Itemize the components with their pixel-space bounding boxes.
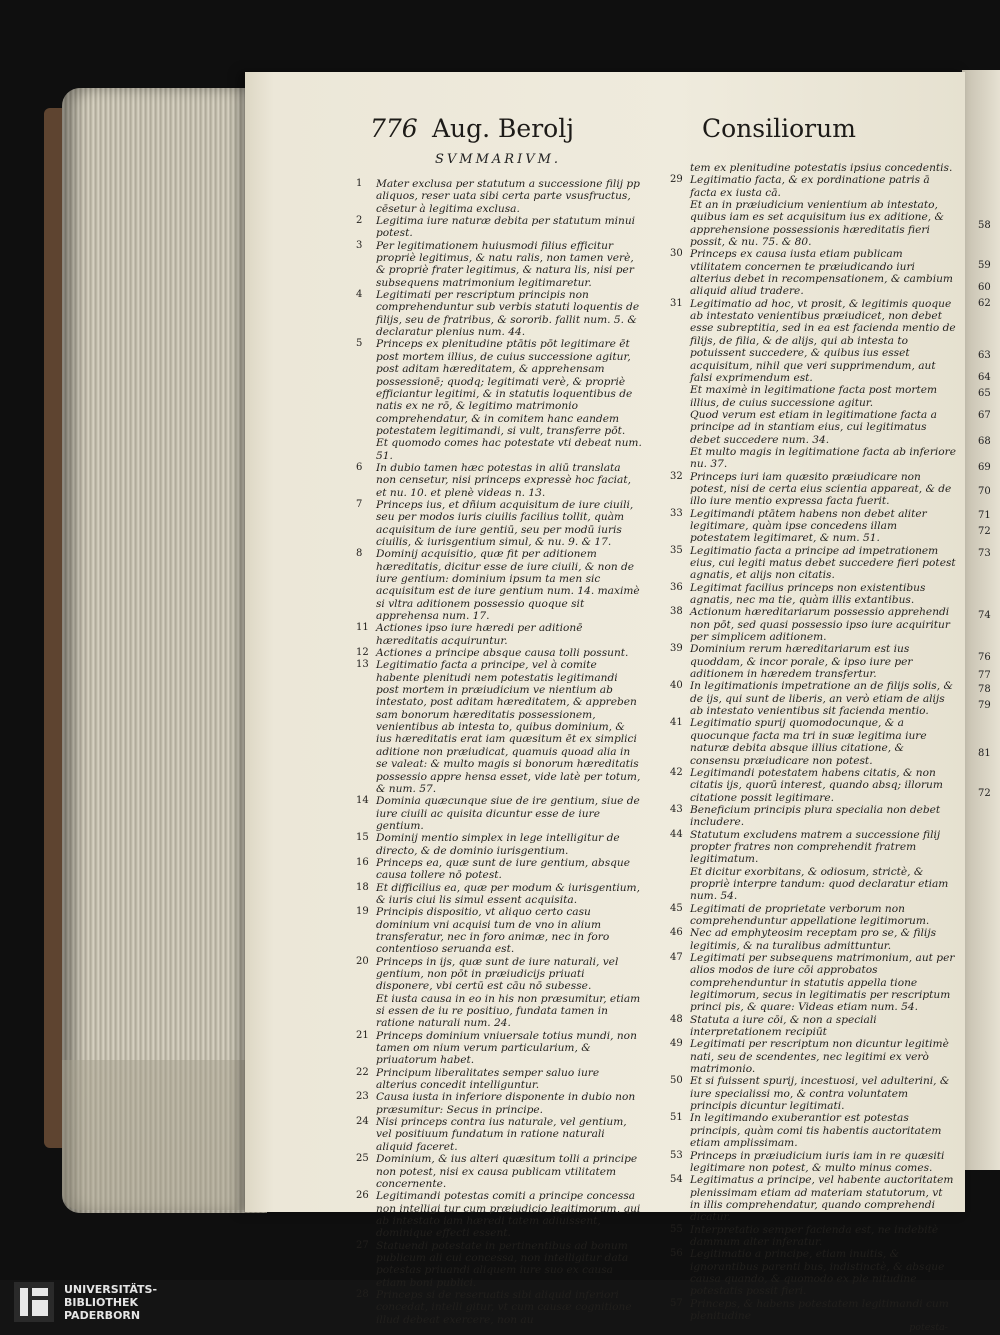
summary-entry bbox=[670, 804, 956, 829]
entry-text: Princeps si de reseruatis sibi aliquid inferiori concedat, intelli gitur, vt cum causæ cognitione illud debeat exercere, non au bbox=[376, 1288, 632, 1326]
entry-number: 13 bbox=[356, 659, 369, 671]
running-head-title: Consiliorum bbox=[702, 114, 856, 143]
entry-text: Dominium, & ius alteri quæsitum tolli a principe non potest, nisi ex causa publicam vtilitatem concernente. bbox=[376, 1153, 638, 1190]
entry-text: Actionum hæreditariarum possessio apprehendi non pōt, sed quasi possessio ipso iure acquiritur per simplicem aditionem. bbox=[690, 606, 950, 644]
entry-number: 57 bbox=[670, 1297, 683, 1309]
entry-text: Statutum excludens matrem a successione filij propter fratres non comprehendit fratrem legitimatum. bbox=[690, 828, 941, 866]
entry-number: 33 bbox=[670, 507, 683, 519]
entry-number: 50 bbox=[670, 1075, 683, 1087]
entry-number: 26 bbox=[356, 1190, 369, 1202]
summary-entry bbox=[356, 1030, 642, 1067]
entry-number: 30 bbox=[670, 248, 683, 260]
running-head-author: Aug. Berolj bbox=[432, 114, 574, 143]
entry-text: Et dicitur exorbitans, & odiosum, strictè, & propriè interpre tandum: quod declaratur etiam num. 54. bbox=[690, 865, 949, 903]
entry-number: 43 bbox=[670, 803, 683, 815]
entry-number: 4 bbox=[356, 289, 363, 301]
entry-text: Legitima iure naturæ debita per statutum minui potest. bbox=[376, 215, 636, 240]
summary-entry bbox=[670, 1112, 956, 1149]
entry-number: 31 bbox=[670, 297, 683, 309]
entry-number: 56 bbox=[670, 1248, 683, 1260]
entry-number: 1 bbox=[356, 178, 363, 189]
summary-entry bbox=[670, 1075, 956, 1112]
summary-entry bbox=[670, 643, 956, 680]
entry-number: 51 bbox=[670, 1112, 683, 1124]
entry-text: Legitimati de proprietate verborum non comprehenduntur appellatione legitimorum. bbox=[690, 902, 930, 927]
entry-number: 8 bbox=[356, 548, 363, 560]
facing-page-number: 59 bbox=[978, 260, 991, 271]
facing-page-number: 62 bbox=[978, 298, 991, 309]
entry-number: 35 bbox=[670, 544, 683, 556]
entry-text: Legitimatio spurij quomodocunque, & a quocunque facta ma tri in suæ legitima iure naturæ debita absque illius citatione, & consensu præiudicare non potest. bbox=[690, 717, 927, 767]
facing-page-number: 63 bbox=[978, 350, 991, 361]
entry-text: Legitimati per rescriptum non dicuntur legitimè nati, seu de scendentes, nec legitimi ex verò matrimonio. bbox=[690, 1038, 949, 1076]
library-name-line1: UNIVERSITÄTS- bbox=[64, 1283, 158, 1296]
entry-text: Mater exclusa per statutum a successione filij pp aliquos, reser uata sibi certa parte vsusfructus, cēsetur à legitima exclusa. bbox=[376, 178, 640, 215]
summary-entry bbox=[670, 545, 956, 582]
facing-page-number: 77 bbox=[978, 670, 991, 681]
entry-text: Princeps ex plenitudine ptātis pōt legitimare ēt post mortem illius, de cuius successione agitur, post aditam hæreditatem, & apprehensam possessionē; quodq; legitimati verè, & propriè efficiantur legitimi, & in statutis loquentibus de natis ex ne rō, & legitimo matrimonio comprehendatur, & in comitem hanc eandem potestatem legitimandi, si vult, transferre pōt. bbox=[376, 338, 633, 437]
entry-text: Princeps dominium vniuersale totius mundi, non tamen om nium verum particularium, & priuatorum habet. bbox=[376, 1029, 637, 1067]
entry-text: In legitimando exuberantior est potestas principis, quàm comi tis habentis auctoritatem etiam amplissimam. bbox=[690, 1112, 942, 1150]
entry-number: 27 bbox=[356, 1239, 369, 1251]
summary-left-column bbox=[356, 178, 642, 1326]
summary-entry bbox=[670, 162, 956, 174]
entry-number: 15 bbox=[356, 832, 369, 844]
facing-page-number: 72 bbox=[978, 788, 991, 799]
book-fore-edge bbox=[62, 88, 267, 1213]
summary-entry bbox=[356, 1289, 642, 1326]
entry-number: 18 bbox=[356, 881, 369, 893]
entry-number: 54 bbox=[670, 1174, 683, 1186]
entry-number: 41 bbox=[670, 717, 683, 729]
entry-text: Interpretatio semper facienda est, ne indebitè dammum alter inferatur. bbox=[690, 1223, 939, 1248]
summary-right-column bbox=[670, 162, 956, 1335]
entry-text: Legitimati per rescriptum principis non comprehenduntur sub verbis statuti loquentis de filijs, seu de fratribus, & sororib. fallit num. 5. & declaratur plenius num. 44. bbox=[376, 289, 640, 339]
summary-entry bbox=[356, 1153, 642, 1190]
entry-text: Legitimandi potestatem habens citatis, & non citatis ijs, quorū interest, quando absq; illorum citatione possit legitimare. bbox=[690, 766, 943, 804]
facing-page-number: 71 bbox=[978, 510, 991, 521]
summary-entry bbox=[356, 1116, 642, 1153]
entry-text: Beneficium principis plura specialia non debet includere. bbox=[690, 803, 941, 829]
entry-number: 49 bbox=[670, 1038, 683, 1050]
entry-text: Legitimatio facta, & ex pordinatione patris ā facta ex iusta cā. bbox=[690, 174, 930, 199]
entry-text: Nec ad emphyteosim receptam pro se, & filijs legitimis, & na turalibus admittuntur. bbox=[690, 927, 937, 952]
entry-text: Legitimatio facta a principe ad impetrationem eius, cui legiti matus debet succedere fieri potest agnatis, et alijs non citatis. bbox=[690, 544, 956, 582]
facing-page-number: 81 bbox=[978, 748, 991, 759]
entry-text: Princeps, & habens potestatem legitimandi cum plenitudine bbox=[690, 1297, 949, 1322]
summary-entry bbox=[356, 857, 642, 882]
entry-number: 44 bbox=[670, 828, 683, 840]
summary-entry bbox=[670, 409, 956, 446]
entry-text: Causa iusta in inferiore disponente in dubio non præsumitur: Secus in principe. bbox=[376, 1091, 636, 1116]
summary-entry bbox=[670, 446, 956, 471]
entry-number: 7 bbox=[356, 498, 363, 510]
entry-number: 38 bbox=[670, 606, 683, 618]
facing-page-number: 74 bbox=[978, 610, 991, 621]
entry-text: Legitimatio a principe, etiam inuitis, & ignorantibus parenti bus, indistinctè, & absque causa quando, & quomodo ex ple nitudine potestatis possit fieri. bbox=[690, 1248, 945, 1298]
entry-text: Et an in præiudicium venientium ab intestato, quibus iam es set acquisitum ius ex aditione, & apprehensione possessionis hæreditatis fieri possit, & nu. 75. & 80. bbox=[690, 199, 944, 249]
summary-entry bbox=[670, 927, 956, 952]
entry-text: In dubio tamen hæc potestas in aliū translata non censetur, nisi princeps expressè hoc faciat, et nu. 10. et plenè videas n. 13. bbox=[376, 461, 631, 499]
catchword: potesta- bbox=[909, 1322, 948, 1334]
entry-text: Principis dispositio, vt aliquo certo casu dominium vni acquisi tum de vno in alium transferatur, nec in foro animæ, nec in foro contentioso seruanda est. bbox=[376, 906, 610, 956]
entry-text: Et si fuissent spurij, incestuosi, vel adulterini, & iure specialissi mo, & contra voluntatem principis dicuntur legitimati. bbox=[690, 1075, 950, 1113]
entry-number: 53 bbox=[670, 1149, 683, 1161]
entry-text: Et quomodo comes hac potestate vti debeat num. 51. bbox=[376, 437, 642, 462]
entry-text: Nisi princeps contra ius naturale, vel gentium, vel positiuum fundatum in ratione naturali aliquid faceret. bbox=[376, 1116, 627, 1153]
facing-page-number: 69 bbox=[978, 462, 991, 473]
summary-entry bbox=[670, 903, 956, 928]
summary-entry bbox=[670, 606, 956, 643]
summary-entry bbox=[670, 384, 956, 409]
entry-text: Legitimatio facta a principe, vel à comite habente plenitudi nem potestatis legitimandi post mortem in præiudicium ve nientium ab intestato, post aditam hæreditatem, & appreben sam bonorum hæreditatis possessionem, venientibus ab intesta to, quibus dominium, & ius hæreditatis erat iam quæsitum ēt ex simplici aditione non præiudicat, quamuis quoad alia in se valeat: & multo magis si bonorum hæreditatis possessio appre hensa esset, vide latè per totum, & num. 57. bbox=[376, 659, 641, 795]
entry-text: Legitimandi potestas comiti a principe concessa non intelligi tur cum præiudicio legitimorum, qui ab intestato iam hæredi tatem adiuissent, dominique effecti essent. bbox=[376, 1190, 641, 1240]
entry-text: Princeps ius, et dñium acquisitum de iure ciuili, seu per modos iuris ciuilis facilius tollit, quàm acquisitum de iure gentiū, seu per modū iuris ciuilis, & iurisgentium simul, & nu. 9. & 17. bbox=[376, 498, 634, 548]
facing-page-number: 68 bbox=[978, 436, 991, 447]
entry-text: Princeps in præiudicium iuris iam in re quæsiti legitimare non potest, & multo minus comes. bbox=[690, 1149, 945, 1174]
entry-number: 45 bbox=[670, 902, 683, 914]
summary-entry bbox=[670, 1038, 956, 1075]
summary-entry bbox=[356, 338, 642, 437]
entry-number: 47 bbox=[670, 952, 683, 963]
facing-page-number: 79 bbox=[978, 700, 991, 711]
entry-text: Princeps iuri iam quæsito præiudicare non potest, nisi de certa eius scientia appareat, & de illo iure mentio expressa facta fuerit. bbox=[690, 470, 952, 508]
summary-entry bbox=[356, 289, 642, 338]
summary-entry bbox=[356, 956, 642, 993]
summary-entry bbox=[356, 659, 642, 795]
entry-text: Et iusta causa in eo in his non præsumitur, etiam si essen de iu re positiuo, fundata tamen in ratione naturali num. 24. bbox=[376, 992, 641, 1030]
entry-text: Per legitimationem huiusmodi filius efficitur propriè legitimus, & natu ralis, non tamen verè, & propriè frater legitimus, & natura lis, nisi per subsequens matrimonium legitimaretur. bbox=[376, 239, 634, 289]
entry-number: 2 bbox=[356, 215, 363, 227]
entry-text: Statuta a iure cōi, & non a speciali interpretationem recipiūt bbox=[690, 1013, 877, 1039]
summary-entry bbox=[670, 680, 956, 717]
entry-number: 55 bbox=[670, 1223, 683, 1235]
entry-text: Legitimandi ptātem habens non debet aliter legitimare, quàm ipse concedens illam potestatem legitimaret, & num. 51. bbox=[690, 507, 927, 545]
summary-entry bbox=[356, 1067, 642, 1092]
entry-text: Princeps in ijs, quæ sunt de iure naturali, vel gentium, non pōt in præiudicijs priuati disponere, vbi certū est cāu nō subesse. bbox=[376, 955, 619, 993]
summary-entry bbox=[670, 717, 956, 766]
summary-entry bbox=[356, 1190, 642, 1239]
entry-number: 14 bbox=[356, 795, 369, 807]
summary-title: SVMMARIVM. bbox=[435, 152, 562, 167]
summary-entry bbox=[356, 1240, 642, 1289]
entry-text: tem ex plenitudine potestatis ipsius concedentis. bbox=[690, 162, 953, 174]
summary-entry bbox=[356, 215, 642, 240]
facing-page-number: 73 bbox=[978, 548, 991, 559]
summary-entry bbox=[670, 298, 956, 384]
facing-page-number: 65 bbox=[978, 388, 991, 399]
entry-number: 6 bbox=[356, 461, 363, 473]
library-name-line2: BIBLIOTHEK bbox=[64, 1296, 139, 1309]
summary-entry bbox=[670, 1248, 956, 1297]
entry-text: Quod verum est etiam in legitimatione facta a principe ad in stantiam eius, cui legitimatus debet succedere num. 34. bbox=[690, 408, 937, 446]
summary-entry bbox=[356, 795, 642, 832]
summary-entry bbox=[356, 993, 642, 1030]
summary-entry bbox=[670, 174, 956, 199]
entry-text: Legitimatio ad hoc, vt prosit, & legitimis quoque ab intestato venientibus præiudicet, non debet esse subreptitia, sed in ea est facienda mentio de filijs, de filia, & de alijs, qui ab intesta to potuissent succedere, & quibus ius esset acquisitum, nihil que veri supprimendum, aut falsi exprimendum est. bbox=[690, 297, 956, 384]
facing-page-number: 72 bbox=[978, 526, 991, 537]
entry-text: In legitimationis impetratione an de filijs solis, & de ijs, qui sunt de liberis, an verò etiam de alijs ab intestato venientibus sit facienda mentio. bbox=[690, 680, 953, 718]
summary-entry bbox=[356, 906, 642, 955]
page-number: 776 bbox=[370, 114, 418, 143]
entry-number: 22 bbox=[356, 1066, 369, 1078]
entry-number: 29 bbox=[670, 174, 683, 186]
fore-edge-shadow bbox=[62, 1060, 267, 1210]
entry-text: Legitimati per subsequens matrimonium, aut per alios modos de iure cōi approbatos comprehenduntur in statutis appella tione legitimorum, secus in legitimatis per rescriptum princi pis, & quare: Videas etiam num. 54. bbox=[690, 952, 955, 1014]
summary-entry bbox=[670, 1298, 956, 1323]
summary-entry bbox=[670, 248, 956, 297]
entry-number: 3 bbox=[356, 239, 363, 251]
entry-number: 5 bbox=[356, 338, 363, 350]
summary-entry bbox=[356, 548, 642, 622]
entry-text: Legitimat facilius princeps non existentibus agnatis, nec ma tie, quàm illis extantibus. bbox=[690, 581, 926, 607]
summary-entry bbox=[356, 437, 642, 462]
facing-page-number: 70 bbox=[978, 486, 991, 497]
summary-entry bbox=[356, 622, 642, 647]
entry-text: Princeps ex causa iusta etiam publicam vtilitatem concernen te præiudicando iuri alterius debet in recompensationem, & cambium aliquid aliud tradere. bbox=[690, 248, 953, 298]
entry-text: Dominium rerum hæreditariarum est ius quoddam, & incor porale, & ipso iure per aditionem in hæredem transfertur. bbox=[690, 643, 913, 681]
entry-text: Princeps ea, quæ sunt de iure gentium, absque causa tollere nō potest. bbox=[376, 856, 631, 882]
entry-text: Et multo magis in legitimatione facta ab inferiore nu. 37. bbox=[690, 445, 956, 471]
entry-number: 25 bbox=[356, 1153, 369, 1165]
summary-entry bbox=[356, 832, 642, 857]
summary-entry bbox=[670, 829, 956, 866]
summary-entry bbox=[670, 866, 956, 903]
summary-entry bbox=[670, 582, 956, 607]
summary-entry bbox=[670, 508, 956, 545]
summary-entry bbox=[356, 882, 642, 907]
library-logo-icon bbox=[14, 1282, 54, 1322]
entry-number: 20 bbox=[356, 955, 369, 967]
entry-number: 32 bbox=[670, 470, 683, 482]
library-name-line3: PADERBORN bbox=[64, 1309, 141, 1322]
summary-entry bbox=[356, 462, 642, 499]
summary-entry bbox=[670, 1174, 956, 1223]
facing-page-number: 67 bbox=[978, 410, 991, 421]
entry-number: 19 bbox=[356, 906, 369, 918]
summary-entry bbox=[670, 1224, 956, 1249]
entry-number: 23 bbox=[356, 1091, 369, 1103]
summary-entry bbox=[670, 1014, 956, 1039]
entry-text: Dominij mentio simplex in lege intelligitur de directo, & de dominio iurisgentium. bbox=[376, 832, 620, 857]
entry-number: 16 bbox=[356, 856, 369, 868]
summary-entry bbox=[670, 952, 956, 1014]
summary-entry bbox=[356, 178, 642, 215]
entry-number: 11 bbox=[356, 622, 369, 634]
entry-number: 12 bbox=[356, 647, 369, 659]
entry-number: 24 bbox=[356, 1116, 369, 1128]
library-name bbox=[64, 1283, 157, 1322]
entry-number: 40 bbox=[670, 680, 683, 692]
summary-entry bbox=[356, 240, 642, 289]
entry-number: 42 bbox=[670, 766, 683, 778]
summary-entry bbox=[670, 767, 956, 804]
facing-page-number: 64 bbox=[978, 372, 991, 383]
summary-entry bbox=[356, 499, 642, 548]
entry-number: 21 bbox=[356, 1029, 369, 1041]
entry-number: 46 bbox=[670, 927, 683, 939]
summary-entry bbox=[356, 647, 642, 659]
entry-text: Dominij acquisitio, quæ fit per aditionem hæreditatis, dicitur esse de iure ciuili, & non de iure gentium: dominium ipsum ta men sic acquisitum est de iure gentium num. 14. maximè si vltra aditionem possessio quoque sit apprehensa num. 17. bbox=[376, 548, 640, 623]
entry-text: Statuendi potestate in pertinentibus ad bonum publicum ali cui concessa, non intelligitur data potestas priuandi aliquem iure suo ex causa etiam boni publici. bbox=[376, 1239, 629, 1289]
facing-page-number: 78 bbox=[978, 684, 991, 695]
entry-number: 36 bbox=[670, 581, 683, 593]
summary-entry bbox=[670, 471, 956, 508]
entry-number: 48 bbox=[670, 1013, 683, 1025]
summary-entry bbox=[670, 199, 956, 248]
entry-text: Et difficilius ea, quæ per modum & iurisgentium, & iuris ciui lis simul essent acquisita. bbox=[376, 881, 640, 906]
summary-entry bbox=[356, 1091, 642, 1116]
facing-page-number: 60 bbox=[978, 282, 991, 293]
entry-text: Actiones a principe absque causa tolli possunt. bbox=[376, 647, 629, 660]
facing-page-number: 58 bbox=[978, 220, 991, 231]
entry-text: Legitimatus a principe, vel habente auctoritatem plenissimam etiam ad materiam statutorum, vt in illis comprehendatur, quando comprehendi dicatur. bbox=[690, 1174, 954, 1224]
entry-text: Dominia quæcunque siue de ire gentium, siue de iure ciuili ac quisita dicuntur esse de iure gentium. bbox=[376, 795, 640, 832]
facing-page-number: 76 bbox=[978, 652, 991, 663]
entry-text: Principum liberalitates semper saluo iure alterius concedit intelliguntur. bbox=[376, 1066, 600, 1092]
entry-text: Et maximè in legitimatione facta post mortem illius, de cuius successione agitur. bbox=[690, 384, 938, 409]
entry-text: Actiones ipso iure hæredi per aditionē hæreditatis acquiruntur. bbox=[376, 622, 583, 647]
entry-number: 39 bbox=[670, 643, 683, 655]
summary-entry bbox=[670, 1150, 956, 1175]
entry-number: 28 bbox=[356, 1288, 369, 1300]
